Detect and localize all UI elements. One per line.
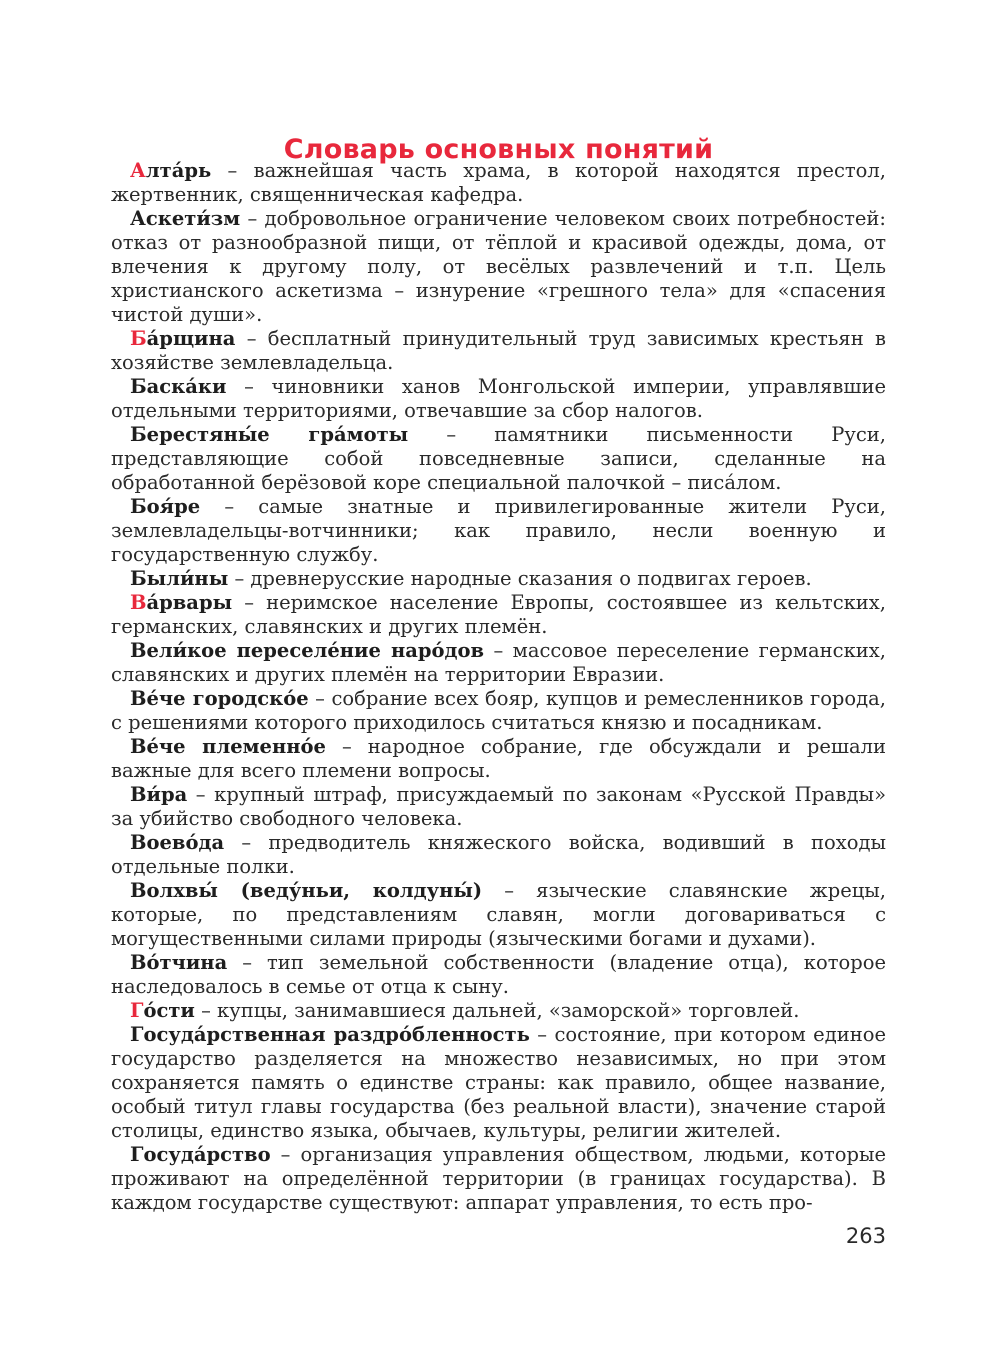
glossary-entry: [111, 423, 886, 495]
entry-term-text: Воево́да: [130, 831, 225, 854]
glossary-entry: [111, 687, 886, 735]
entry-term-text: Аскети́зм: [130, 207, 241, 230]
entry-term-text: Боя́ре: [130, 495, 201, 518]
entry-term: [130, 375, 226, 398]
entry-definition: – бесплатный принудительный труд зависимых крестьян в хозяйстве землевладельца.: [111, 327, 886, 374]
entry-term: [130, 687, 309, 710]
glossary-entry: [111, 327, 886, 375]
glossary-entry: [111, 567, 886, 591]
entry-definition: – организация управления обществом, людьми, которые проживают на определённой территории (в границах государства). В каждом государстве существуют: аппарат управления, то есть про-: [111, 1143, 886, 1214]
entry-definition: – тип земельной собственности (владение отца), которое наследовалось в семье от отца к сыну.: [111, 951, 886, 998]
entry-term: [130, 1143, 271, 1166]
glossary-entry: [111, 1023, 886, 1143]
entry-definition: – состояние, при котором единое государство разделяется на множество независимых, но при этом сохраняется память о единстве страны: как правило, общее название, особый титул главы государства (без реальной власти), значение старой столицы, единство языка, обычаев, культуры, религии жителей.: [111, 1023, 886, 1142]
entry-term: [130, 159, 211, 182]
entry-definition: – языческие славянские жрецы, которые, по представлениям славян, могли договариваться с могущественными силами природы (языческими богами и духами).: [111, 879, 887, 950]
entry-definition: – предводитель княжеского войска, водивший в походы отдельные полки.: [111, 831, 886, 878]
glossary-entry: [111, 207, 886, 327]
entry-definition: – народное собрание, где обсуждали и решали важные для всего племени вопросы.: [111, 735, 886, 782]
entry-term: [130, 735, 326, 758]
page-title: Словарь основных понятий: [283, 134, 714, 166]
entry-term: [130, 567, 228, 590]
entry-definition: – массовое переселение германских, славянских и других племён на территории Евразии.: [111, 639, 886, 686]
entry-term-text: а́рвары: [146, 591, 233, 614]
entry-term: [130, 207, 240, 230]
glossary-entry: [111, 831, 886, 879]
entry-definition: – важнейшая часть храма, в которой находятся престол, жертвенник, священническая кафедра.: [111, 159, 886, 206]
entry-term: [130, 423, 408, 446]
entry-term: [130, 951, 227, 974]
entry-term-text: лта́рь: [145, 159, 212, 182]
glossary-entry: [111, 951, 886, 999]
glossary-entry: [111, 495, 886, 567]
letter-initial: А: [130, 159, 146, 182]
entry-definition: – купцы, занимавшиеся дальней, «заморской» торговлей.: [194, 999, 800, 1022]
entry-term: [130, 783, 187, 806]
entry-term-text: о́сти: [143, 999, 195, 1022]
entry-term-text: Ви́ра: [130, 783, 188, 806]
entry-term-text: Волхвы́ (веду́ньи, колдуны́): [130, 879, 483, 902]
entry-term-text: Были́ны: [130, 567, 229, 590]
entry-definition: – крупный штраф, присуждаемый по законам «Русской Правды» за убийство свободного человека.: [111, 783, 886, 830]
entry-term-text: Ве́че городско́е: [130, 687, 309, 710]
entry-term-text: Во́тчина: [130, 951, 228, 974]
entry-term: [130, 495, 200, 518]
entry-definition: – неримское население Европы, состоявшее из кельтских, германских, славянских и других племён.: [111, 591, 886, 638]
entry-term-text: Берестяны́е гра́моты: [130, 423, 409, 446]
glossary-entry: [111, 1143, 886, 1215]
entry-term: [130, 831, 224, 854]
entry-definition: – чиновники ханов Монгольской империи, управлявшие отдельными территориями, отвечавшие за сбор налогов.: [111, 375, 886, 422]
entry-term: [130, 327, 235, 350]
glossary-entry: [111, 879, 886, 951]
glossary-entry: [111, 159, 886, 207]
glossary-entry: [111, 591, 886, 639]
glossary-entry: [111, 639, 886, 687]
entry-definition: – древнерусские народные сказания о подвигах героев.: [228, 567, 812, 590]
glossary-entry: [111, 783, 886, 831]
entry-term-text: Вели́кое переселе́ние наро́дов: [130, 639, 485, 662]
page-number: 263: [845, 1224, 886, 1248]
entry-definition: – памятники письменности Руси, представляющие собой повседневные записи, сделанные на обработанной берёзовой коре специальной палочкой – писа́лом.: [111, 423, 886, 494]
entry-term: [130, 999, 195, 1022]
letter-initial: В: [130, 591, 147, 614]
entry-term-text: Баска́ки: [130, 375, 227, 398]
letter-initial: Б: [130, 327, 147, 350]
entry-definition: – самые знатные и привилегированные жители Руси, землевладельцы-вотчинники; как правило, несли военную и государственную службу.: [111, 495, 886, 566]
entry-term: [130, 591, 232, 614]
entry-term-text: Госуда́рство: [130, 1143, 271, 1166]
entry-term-text: а́рщина: [146, 327, 236, 350]
entry-term: [130, 1023, 530, 1046]
glossary-entries: [111, 159, 886, 1215]
letter-initial: Г: [130, 999, 144, 1022]
glossary-entry: [111, 999, 886, 1023]
glossary-entry: [111, 735, 886, 783]
glossary-entry: [111, 375, 886, 423]
entry-term-text: Госуда́рственная раздро́бленность: [130, 1023, 530, 1046]
entry-definition: – добровольное ограничение человеком своих потребностей: отказ от разнообразной пищи, от тёплой и красивой одежды, дома, от влечения к другому полу, от весёлых развлечений и т.п. Цель христианского аскетизма – изнурение «грешного тела» для «спасения чистой души».: [111, 207, 886, 326]
entry-term-text: Ве́че племенно́е: [130, 735, 326, 758]
entry-definition: – собрание всех бояр, купцов и ремесленников города, с решениями которого приходилось считаться князю и посадникам.: [111, 687, 886, 734]
entry-term: [130, 879, 482, 902]
entry-term: [130, 639, 484, 662]
